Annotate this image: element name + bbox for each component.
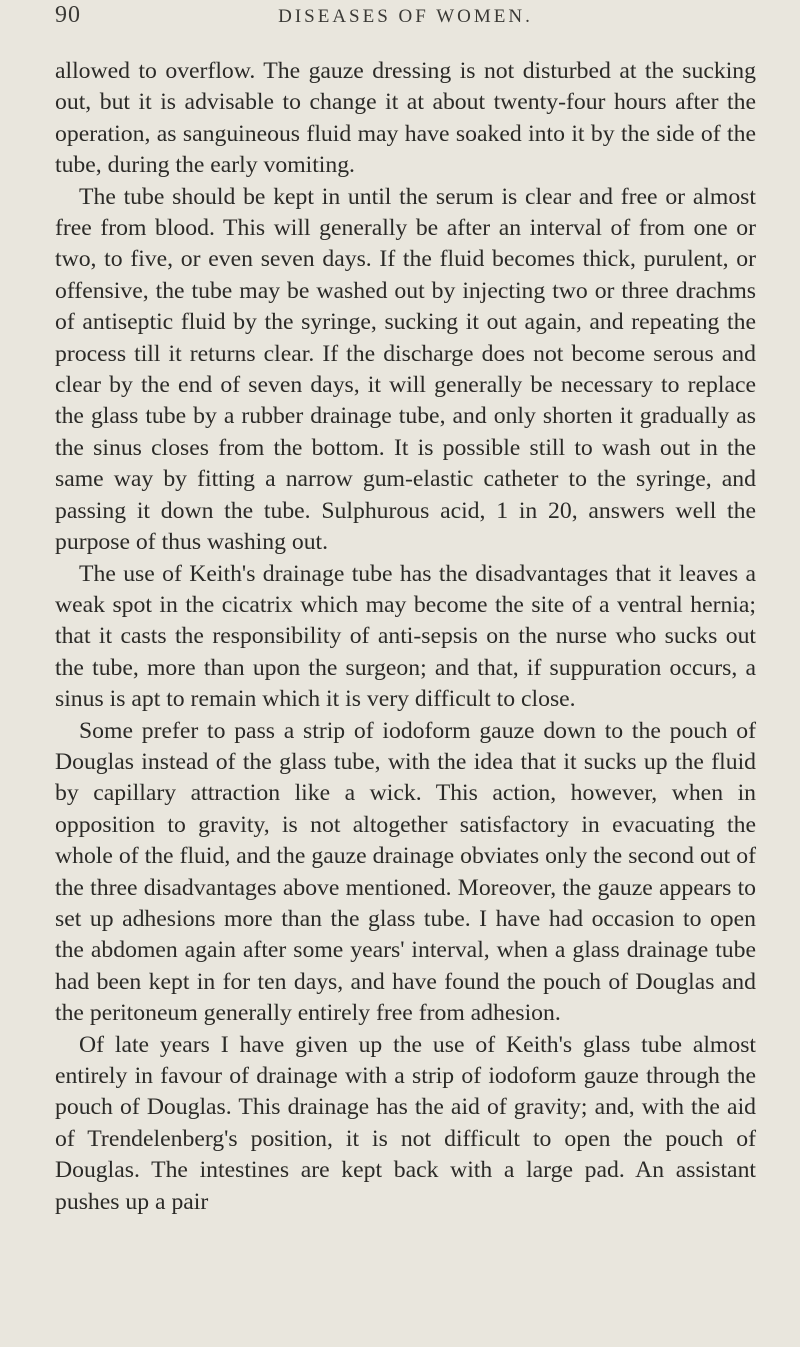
paragraph-keith-disadvantages: The use of Keith's drainage tube has the disadvantages that it leaves a weak spot in the cicatrix which may become the site of a ventral hernia; that it casts the responsibility of anti-sepsis on the nurse who sucks out the tube, more than upon the surgeon; and that, if suppuration occurs, a sinus is apt to remain which it is very difficult to close. [55, 560, 756, 713]
paragraph-continuation: allowed to overflow. The gauze dressing is not disturbed at the sucking out, but it is advisable to change it at about twenty-four hours after the operation, as sanguineous fluid may have soaked into it by the side of the tube, during the early vomiting. [55, 58, 756, 179]
running-title: DISEASES OF WOMEN. [278, 6, 533, 27]
paragraph-late-years: Of late years I have given up the use of Keith's glass tube almost entirely in favour of drainage with a strip of iodoform gauze through the pouch of Douglas. This drainage has the aid of gravity; and, with the aid of Trendelenberg's position, it is not difficult to open the pouch of Douglas. The intestines are kept back with a large pad. An assistant pushes up a pair [55, 1031, 756, 1215]
paragraph-drainage-duration: The tube should be kept in until the serum is clear and free or almost free from blood. This will generally be after an interval of from one or two, to five, or even seven days. If the fluid becomes thick, purulent, or offensive, the tube may be washed out by injecting two or three drachms of antiseptic fluid by the syringe, sucking it out again, and repeating the process till it returns clear. If the discharge does not become serous and clear by the end of seven days, it will generally be necessary to replace the glass tube by a rubber drainage tube, and only shorten it gradually as the sinus closes from the bottom. It is possible still to wash out in the same way by fitting a narrow gum-elastic catheter to the syringe, and passing it down the tube. Sulphurous acid, 1 in 20, answers well the purpose of thus washing out. [55, 183, 756, 556]
paragraph-iodoform-gauze: Some prefer to pass a strip of iodoform gauze down to the pouch of Douglas instead of the glass tube, with the idea that it sucks up the fluid by capillary attraction like a wick. This action, however, when in opposition to gravity, is not altogether satisfactory in evacuating the whole of the fluid, and the gauze drainage obviates only the second out of the three disadvantages above mentioned. Moreover, the gauze appears to set up adhesions more than the glass tube. I have had occasion to open the abdomen again after some years' interval, when a glass drainage tube had been kept in for ten days, and have found the pouch of Douglas and the peritoneum generally entirely free from adhesion. [55, 717, 756, 1027]
running-head [55, 0, 756, 56]
page-number: 90 [55, 2, 81, 28]
